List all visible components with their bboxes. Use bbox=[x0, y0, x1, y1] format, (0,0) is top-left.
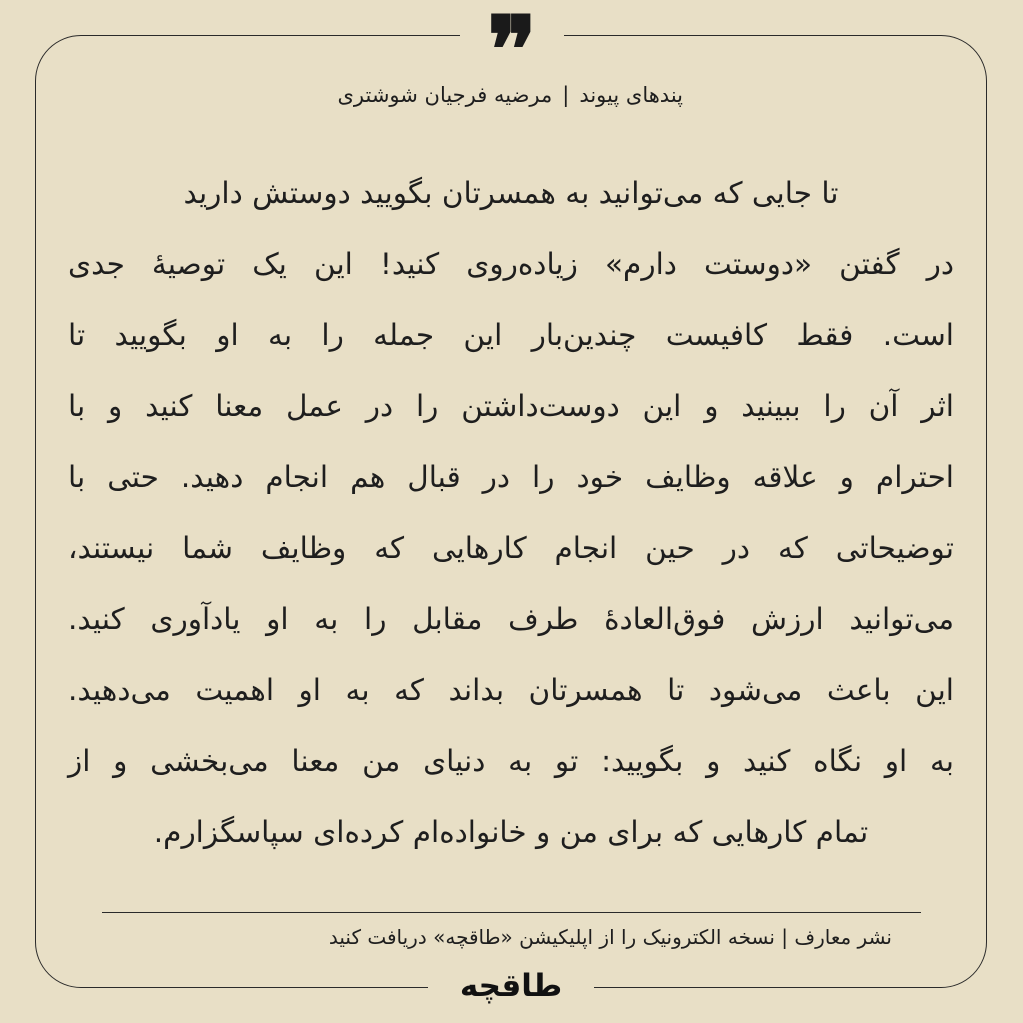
quote-line: اثر آن را ببینید و این دوست‌داشتن را در عمل معنا کنید و با bbox=[68, 389, 954, 423]
footer-divider bbox=[102, 912, 921, 913]
taaghche-logo: طاقچه bbox=[459, 968, 563, 1004]
quote-line: توضیحاتی که در حین انجام کارهایی که وظایف شما نیستند، bbox=[68, 531, 954, 565]
quote-line: این باعث می‌شود تا همسرتان بداند که به او اهمیت می‌دهید. bbox=[68, 673, 954, 707]
book-title: پندهای پیوند bbox=[579, 83, 683, 107]
quote-line: است. فقط کافیست چندین‌بار این جمله را به او بگویید تا bbox=[68, 318, 954, 352]
quote-text bbox=[68, 158, 954, 878]
book-author: مرضیه فرجیان شوشتری bbox=[337, 83, 553, 107]
publisher-note: نشر معارف | نسخه الکترونیک را از اپلیکیشن «طاقچه» دریافت کنید bbox=[328, 925, 892, 949]
quote-line: در گفتن «دوستت دارم» زیاده‌روی کنید! این یک توصیهٔ جدی bbox=[68, 247, 954, 281]
quote-line: احترام و علاقه وظایف خود را در قبال هم انجام دهید. حتی با bbox=[68, 460, 954, 494]
quote-line: تمام کارهایی که برای من و خانواده‌ام کرده‌ای سپاسگزارم. bbox=[153, 815, 869, 849]
quote-line: به او نگاه کنید و بگویید: تو به دنیای من معنا می‌بخشی و از bbox=[68, 744, 954, 778]
quote-mark-icon: ❞ bbox=[487, 0, 537, 104]
quote-line: تا جایی که می‌توانید به همسرتان بگویید دوستش دارید bbox=[183, 176, 839, 210]
source-separator: | bbox=[562, 83, 570, 107]
quote-line: می‌توانید ارزش فوق‌العادهٔ طرف مقابل را به او یادآوری کنید. bbox=[68, 602, 954, 636]
book-source bbox=[337, 78, 683, 112]
